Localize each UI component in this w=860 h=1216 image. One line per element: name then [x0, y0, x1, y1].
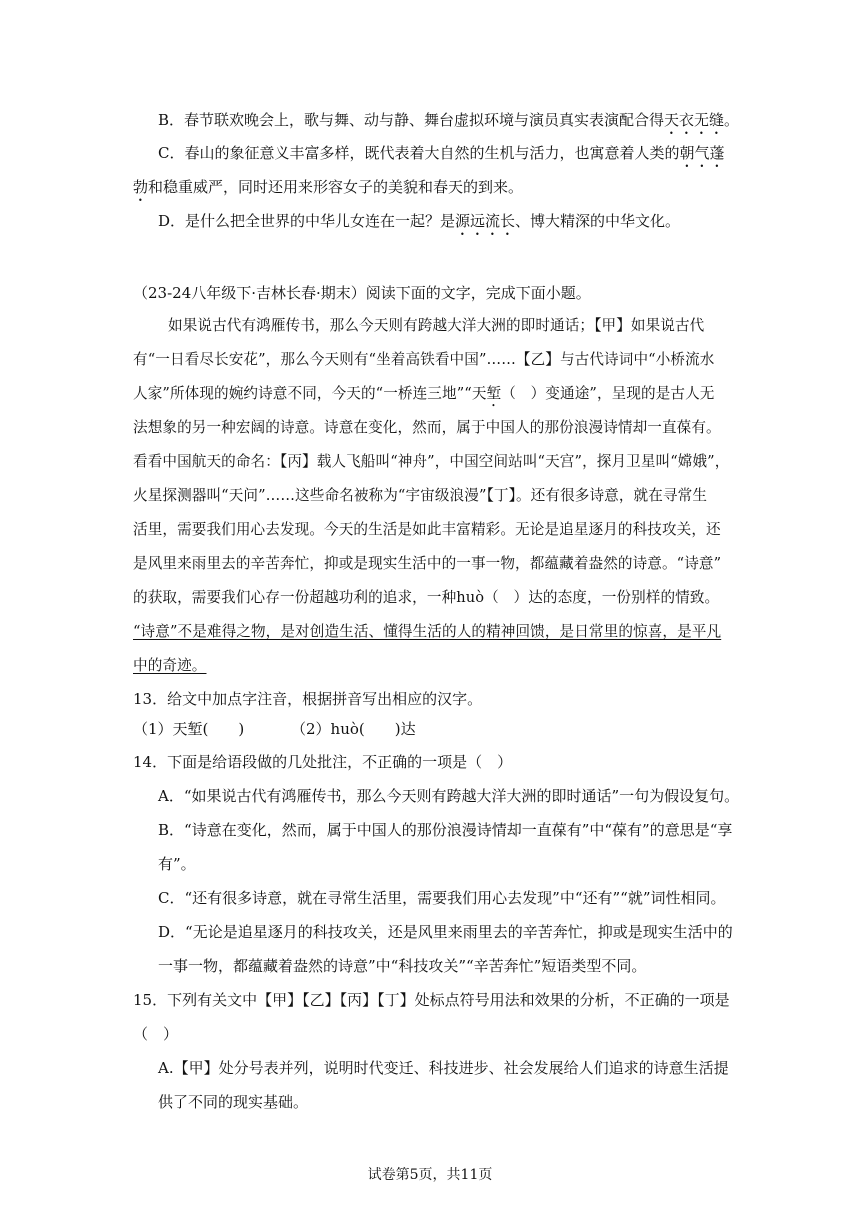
q15-stem-cont: （ ）: [133, 1025, 179, 1043]
q15-stem: 15．下列有关文中【甲】【乙】【丙】【丁】处标点符号用法和效果的分析，不正确的一项是: [133, 991, 730, 1009]
q14-option-c: C．“还有很多诗意，就在寻常生活里，需要我们用心去发现”中“还有”“就”词性相同。: [158, 889, 726, 907]
q14-option-d-cont: 一事一物，都蕴藏着盎然的诗意”中“科技攻关”“辛苦奔忙”短语类型不同。: [158, 957, 647, 975]
q14-option-d: D．“无论是追星逐月的科技攻关，还是风里来雨里去的辛苦奔忙，抑或是现实生活中的: [158, 923, 733, 941]
q14-option-a: A．“如果说古代有鸿雁传书，那么今天则有跨越大洋大洲的即时通话”一句为假设复句。: [158, 787, 740, 805]
passage-line: 火星探测器叫“天问”……这些命名被称为“宇宙级浪漫”【丁】。还有很多诗意，就在寻常生: [133, 487, 708, 504]
passage-line: 人家”所体现的婉约诗意不同，今天的“一桥连三地”“天堑（ ）变通途”，呈现的是古人无: [133, 385, 715, 402]
q14-option-b: B．“诗意在变化，然而，属于中国人的那份浪漫诗情却一直葆有”中“葆有”的意思是“享: [158, 821, 733, 839]
passage-line: 如果说古代有鸿雁传书，那么今天则有跨越大洋大洲的即时通话；【甲】如果说古代: [168, 317, 705, 334]
passage-line: 活里，需要我们用心去发现。今天的生活是如此丰富精彩。无论是追星逐月的科技攻关，还: [133, 521, 721, 538]
q13-item-2: （2）huò( )达: [291, 720, 416, 738]
q15-option-a: A.【甲】处分号表并列，说明时代变迁、科技进步、社会发展给人们追求的诗意生活提: [158, 1059, 729, 1077]
option-d: D．是什么把全世界的中华儿女连在一起？是源远流长、博大精深的中华文化。: [158, 212, 681, 230]
passage-underlined-line: 中的奇迹。: [133, 657, 207, 674]
q14-option-b-cont: 有”。: [158, 855, 196, 873]
q13-item-1: （1）天堑( ): [133, 720, 245, 738]
option-c-line1: C．春山的象征意义丰富多样，既代表着大自然的生机与活力，也寓意着人类的朝气蓬: [158, 144, 725, 162]
option-b: B．春节联欢晚会上，歌与舞、动与静、舞台虚拟环境与演员真实表演配合得天衣无缝。: [158, 111, 740, 129]
passage-line: 法想象的另一种宏阔的诗意。诗意在变化，然而，属于中国人的那份浪漫诗情却一直葆有。: [133, 419, 721, 436]
passage-line: 是风里来雨里去的辛苦奔忙，抑或是现实生活中的一事一物，都蕴藏着盎然的诗意。“诗意”: [133, 555, 722, 572]
option-c-line2: 勃和稳重威严，同时还用来形容女子的美貌和春天的到来。: [133, 178, 524, 196]
passage-line: 有“一日看尽长安花”，那么今天则有“坐着高铁看中国”……【乙】与古代诗词中“小桥流水: [133, 351, 715, 368]
passage-line: 看看中国航天的命名：【丙】载人飞船叫“神舟”，中国空间站叫“天宫”，探月卫星叫“嫦娥”，: [133, 453, 730, 470]
section-intro: （23-24八年级下·吉林长春·期末）阅读下面的文字，完成下面小题。: [133, 284, 591, 302]
q15-option-a-cont: 供了不同的现实基础。: [158, 1093, 309, 1111]
q13-stem: 13．给文中加点字注音，根据拼音写出相应的汉字。: [133, 690, 483, 708]
page-footer: 试卷第5页，共11页: [367, 1167, 493, 1183]
passage-line: 的获取，需要我们心存一份超越功利的追求，一种huò（ ）达的态度，一份别样的情致。: [133, 589, 720, 606]
q14-stem: 14．下面是给语段做的几处批注，不正确的一项是（ ）: [133, 753, 513, 771]
passage-underlined-line: “诗意”不是难得之物，是对创造生活、懂得生活的人的精神回馈，是日常里的惊喜，是平凡: [133, 623, 722, 640]
